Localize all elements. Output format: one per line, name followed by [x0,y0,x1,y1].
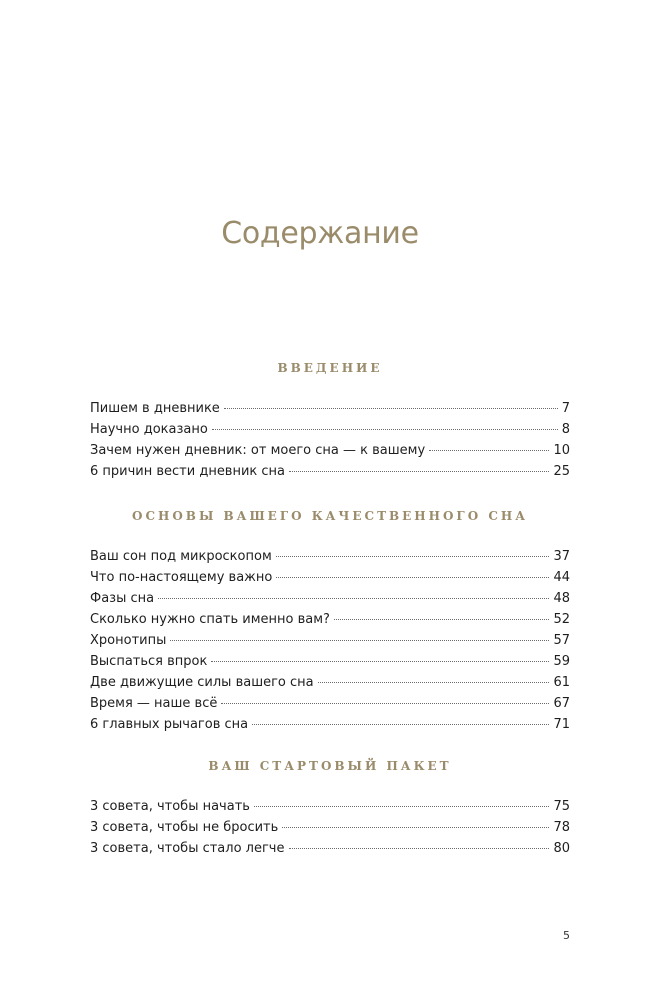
toc-entry-page: 10 [553,443,570,458]
page-number: 5 [563,929,570,942]
toc-section-starter-pack [90,758,570,859]
toc-entry-page: 25 [553,464,570,479]
toc-entry-page: 61 [553,675,570,690]
page-title: Содержание [221,216,419,252]
toc-entry-title: 6 причин вести дневник сна [90,464,286,479]
toc-entry[interactable] [90,714,570,735]
toc-entry-title: Хронотипы [90,633,167,648]
toc-entry-page: 44 [553,570,570,585]
toc-entry[interactable] [90,693,570,714]
dot-leader [212,429,558,430]
toc-entry-title: Время — наше всё [90,696,218,711]
toc-entry-page: 48 [553,591,570,606]
dot-leader [282,827,549,828]
toc-entry-title: Зачем нужен дневник: от моего сна — к вашему [90,443,426,458]
toc-entry-title: Ваш сон под микроскопом [90,549,272,564]
dot-leader [276,577,549,578]
toc-list [90,796,570,859]
toc-entry[interactable] [90,588,570,609]
section-heading: ВВЕДЕНИЕ [277,361,383,375]
dot-leader [289,848,550,849]
toc-entry-title: 6 главных рычагов сна [90,717,249,732]
toc-entry-page: 59 [553,654,570,669]
toc-entry[interactable] [90,398,570,419]
toc-entry-title: Выспаться впрок [90,654,208,669]
toc-entry-title: Сколько нужно спать именно вам? [90,612,330,627]
dot-leader [170,640,549,641]
toc-section-introduction [90,360,570,482]
toc-entry-page: 75 [553,799,570,814]
section-heading: ВАШ СТАРТОВЫЙ ПАКЕТ [208,759,452,773]
toc-entry-title: 3 совета, чтобы не бросить [90,820,279,835]
toc-entry[interactable] [90,630,570,651]
toc-entry-page: 7 [561,401,570,416]
toc-entry[interactable] [90,461,570,482]
toc-entry-title: 3 совета, чтобы начать [90,799,250,814]
toc-entry-title: 3 совета, чтобы стало легче [90,841,285,856]
dot-leader [289,471,549,472]
toc-entry-title: Фазы сна [90,591,155,606]
toc-list [90,398,570,482]
dot-leader [158,598,549,599]
dot-leader [254,806,550,807]
toc-entry-page: 67 [553,696,570,711]
toc-entry[interactable] [90,419,570,440]
toc-entry-title: Две движущие силы вашего сна [90,675,314,690]
toc-entry[interactable] [90,838,570,859]
toc-entry[interactable] [90,796,570,817]
toc-entry-page: 80 [553,841,570,856]
dot-leader [318,682,550,683]
toc-entry-page: 52 [553,612,570,627]
toc-section-sleep-basics [90,508,570,735]
dot-leader [276,556,550,557]
dot-leader [252,724,549,725]
toc-entry[interactable] [90,440,570,461]
dot-leader [211,661,549,662]
toc-list [90,546,570,735]
toc-entry-page: 71 [553,717,570,732]
dot-leader [334,619,550,620]
toc-entry-title: Пишем в дневнике [90,401,220,416]
toc-entry-page: 78 [553,820,570,835]
toc-entry[interactable] [90,546,570,567]
toc-entry[interactable] [90,672,570,693]
dot-leader [429,450,549,451]
dot-leader [224,408,558,409]
toc-entry-page: 37 [553,549,570,564]
dot-leader [221,703,549,704]
toc-entry[interactable] [90,817,570,838]
toc-entry-title: Что по-настоящему важно [90,570,273,585]
toc-entry-page: 57 [553,633,570,648]
toc-entry-page: 8 [561,422,570,437]
toc-entry[interactable] [90,609,570,630]
toc-entry[interactable] [90,567,570,588]
toc-entry-title: Научно доказано [90,422,208,437]
toc-entry[interactable] [90,651,570,672]
section-heading: ОСНОВЫ ВАШЕГО КАЧЕСТВЕННОГО СНА [132,509,528,523]
